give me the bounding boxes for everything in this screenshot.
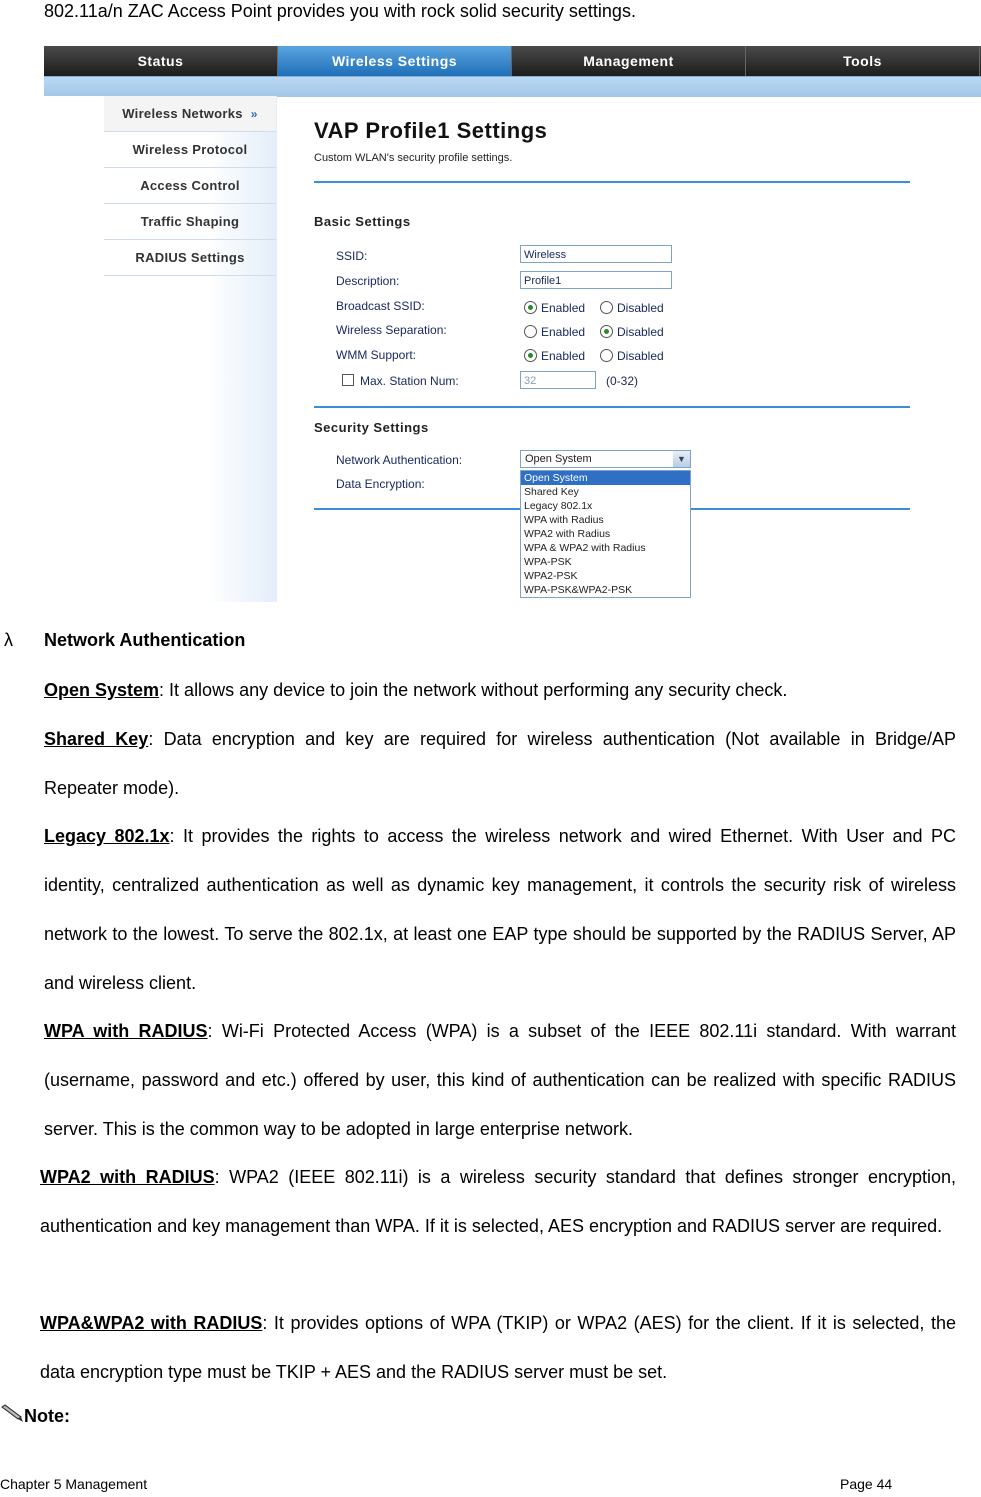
bullet-symbol: λ (4, 630, 13, 650)
wmm-support-label: WMM Support: (336, 348, 417, 362)
wmm-enabled-radio[interactable] (524, 349, 585, 363)
nav-tab-tools[interactable]: Tools (746, 46, 980, 76)
sub-nav-band (44, 76, 981, 97)
term: Open System (44, 680, 160, 700)
nav-tab-wireless-settings[interactable]: Wireless Settings (278, 46, 512, 76)
basic-settings-heading: Basic Settings (314, 214, 411, 229)
separation-disabled-radio[interactable] (600, 325, 664, 339)
definition: : It provides the rights to access the wireless network and wired Ethernet. With User and PC identity, centralized authentication as well as dynamic key management, it controls the security risk of wireless network to the lowest. To serve the 802.1x, at least one EAP type should be supported by the RADIUS Server, AP and wireless client. (44, 826, 956, 993)
page-title: VAP Profile1 Settings (314, 118, 548, 143)
radio-unchecked-icon (524, 325, 537, 338)
radio-checked-icon (524, 349, 537, 362)
select-value: Open System (525, 453, 592, 465)
dropdown-option[interactable]: Shared Key (524, 486, 579, 498)
sidebar-item-access-control[interactable]: Access Control (104, 168, 276, 204)
open-system-paragraph (44, 666, 956, 715)
radio-checked-icon (600, 325, 613, 338)
dropdown-option[interactable]: WPA-PSK (524, 556, 572, 568)
dropdown-option[interactable]: WPA with Radius (524, 514, 604, 526)
nav-tab-status[interactable]: Status (44, 46, 278, 76)
wpa-wpa2-radius-paragraph (40, 1299, 956, 1397)
pencil-icon (0, 1404, 24, 1424)
intro-text: 802.11a/n ZAC Access Point provides you with rock solid security settings. (44, 1, 636, 21)
divider (314, 406, 910, 408)
ssid-label: SSID: (336, 249, 368, 263)
auth-dropdown-list (520, 470, 691, 598)
radio-unchecked-icon (600, 349, 613, 362)
definition: : Data encryption and key are required for wireless authentication (Not available in Bridge/AP Repeater mode). (44, 729, 957, 798)
dropdown-option[interactable]: WPA & WPA2 with Radius (524, 542, 646, 554)
section-heading: Network Authentication (44, 630, 246, 650)
dropdown-option[interactable]: WPA2 with Radius (524, 528, 611, 540)
data-encryption-label: Data Encryption: (336, 477, 425, 491)
dropdown-option[interactable]: Legacy 802.1x (524, 500, 593, 512)
sidebar-item-wireless-networks[interactable] (104, 96, 276, 132)
sidebar-item-label: Wireless Networks (122, 106, 243, 121)
broadcast-disabled-radio[interactable] (600, 301, 664, 315)
embedded-screenshot (44, 46, 981, 602)
term: Shared Key (44, 729, 149, 749)
ssid-input[interactable]: Wireless (520, 245, 672, 263)
wpa-radius-paragraph (44, 1007, 956, 1154)
definition: : Wi-Fi Protected Access (WPA) is a subset of the IEEE 802.11i standard. With warrant (username, password and etc.) offered by user, this kind of authentication can be realized with specific RADIUS server. This is the common way to be adopted in large enterprise network. (44, 1021, 956, 1139)
sidebar-item-traffic-shaping[interactable]: Traffic Shaping (104, 204, 276, 240)
radio-checked-icon (524, 301, 537, 314)
radio-unchecked-icon (600, 301, 613, 314)
divider (314, 181, 910, 183)
network-auth-select[interactable] (520, 450, 691, 468)
shared-key-paragraph (44, 715, 956, 813)
term: WPA with RADIUS (44, 1021, 208, 1041)
max-station-checkbox[interactable] (342, 374, 459, 388)
sidebar (44, 96, 277, 602)
description-label: Description: (336, 274, 400, 288)
max-station-range: (0-32) (606, 374, 639, 388)
broadcast-ssid-label: Broadcast SSID: (336, 299, 425, 313)
term: WPA2 with RADIUS (40, 1167, 215, 1187)
term: WPA&WPA2 with RADIUS (40, 1313, 263, 1333)
note-label (0, 1404, 70, 1427)
max-station-input[interactable]: 32 (520, 371, 596, 389)
radio-label: Enabled (541, 349, 586, 363)
note-text: Note: (24, 1406, 70, 1426)
dropdown-option[interactable]: WPA2-PSK (524, 570, 578, 582)
wpa2-radius-paragraph (40, 1153, 956, 1251)
footer-page-number: Page 44 (840, 1476, 893, 1492)
top-navigation (44, 46, 981, 76)
network-auth-label: Network Authentication: (336, 453, 463, 467)
radio-label: Disabled (617, 325, 664, 339)
wireless-separation-label: Wireless Separation: (336, 323, 447, 337)
definition: : It provides options of WPA (TKIP) or WPA2 (AES) for the client. If it is selected, the data encryption type must be TKIP + AES and the RADIUS server must be set. (40, 1313, 956, 1382)
footer-chapter: Chapter 5 Management (0, 1476, 148, 1492)
sidebar-item-wireless-protocol[interactable]: Wireless Protocol (104, 132, 276, 168)
double-chevron-icon: » (250, 107, 258, 121)
term: Legacy 802.1x (44, 826, 170, 846)
radio-label: Disabled (617, 349, 664, 363)
description-input[interactable]: Profile1 (520, 271, 672, 289)
chevron-down-icon[interactable]: ▼ (673, 451, 690, 467)
wmm-disabled-radio[interactable] (600, 349, 664, 363)
security-settings-heading: Security Settings (314, 420, 429, 435)
separation-enabled-radio[interactable] (524, 325, 585, 339)
definition: : WPA2 (IEEE 802.11i) is a wireless security standard that defines stronger encryption, authentication and key management than WPA. If it is selected, AES encryption and RADIUS server are required. (40, 1167, 956, 1236)
max-station-label: Max. Station Num: (360, 374, 459, 388)
dropdown-option[interactable]: WPA-PSK&WPA2-PSK (524, 584, 633, 596)
legacy-8021x-paragraph (44, 812, 956, 1008)
definition: : It allows any device to join the network without performing any security check. (159, 680, 788, 700)
radio-label: Enabled (541, 301, 586, 315)
radio-label: Enabled (541, 325, 586, 339)
nav-tab-management[interactable]: Management (512, 46, 746, 76)
broadcast-enabled-radio[interactable] (524, 301, 585, 315)
sidebar-item-radius-settings[interactable]: RADIUS Settings (104, 240, 276, 276)
page-subtitle: Custom WLAN's security profile settings. (314, 152, 513, 164)
radio-label: Disabled (617, 301, 664, 315)
dropdown-option[interactable]: Open System (521, 471, 690, 485)
checkbox-icon (342, 374, 354, 386)
